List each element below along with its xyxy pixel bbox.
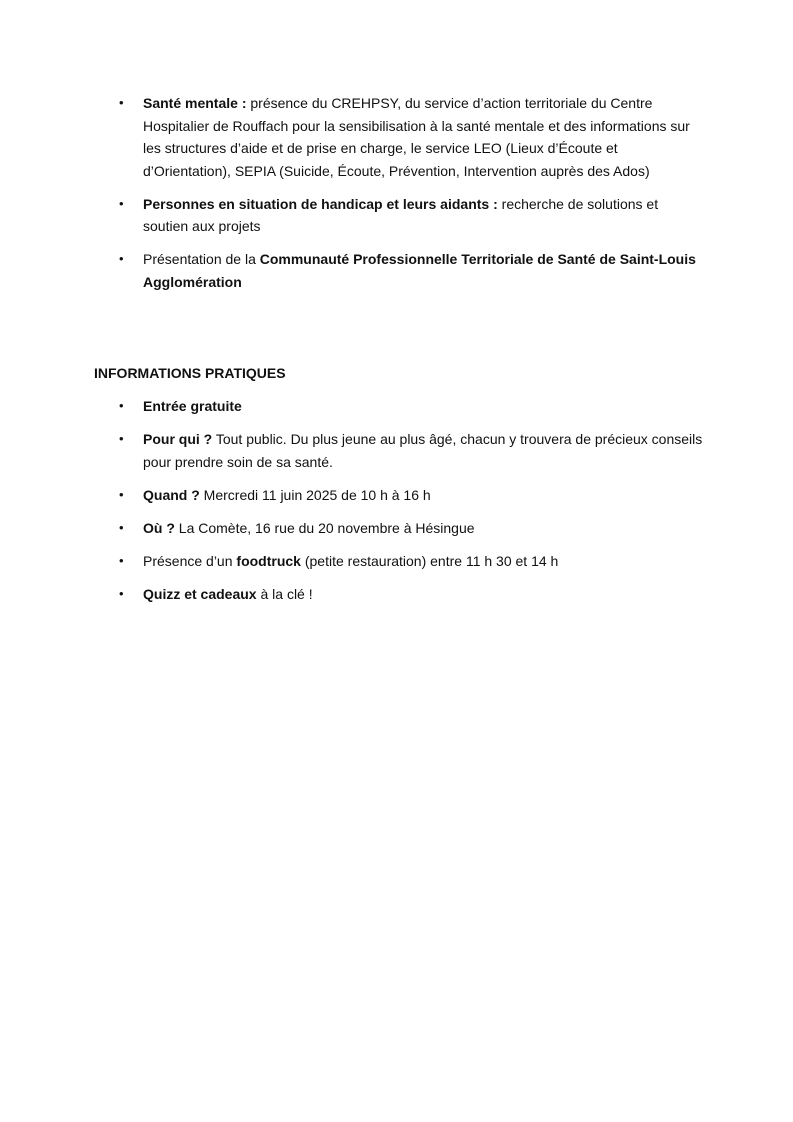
list-item-pour-qui xyxy=(143,428,703,473)
list-item-quizz xyxy=(143,583,703,606)
item-text: recherche de solutions et soutien aux projets xyxy=(143,195,659,234)
item-bold: Quand ? xyxy=(143,486,200,503)
item-bold: Santé mentale : xyxy=(143,95,247,111)
item-bold: Personnes en situation de handicap et leurs aidants : xyxy=(143,195,498,212)
list-item-ou xyxy=(143,517,703,540)
item-text: présence du CREHPSY, du service d’action territoriale du Centre Hospitalier de Rouffach pour la sensibilisation à la santé mentale et des informations sur les structures d’aide et de prise en charge, le service LEO (Lieux d’Écoute et d’Orientation), SEPIA (Suicide, Écoute, Prévention, Intervention auprès des Ados) xyxy=(143,95,690,179)
item-prefix: Présence d’un xyxy=(143,552,237,569)
list-item-quand xyxy=(143,484,703,507)
list-item-cpts xyxy=(143,248,703,293)
health-services-list xyxy=(143,92,703,304)
list-item-sante-mentale xyxy=(143,92,703,182)
item-text: Mercredi 11 juin 2025 de 10 h à 16 h xyxy=(199,486,431,503)
item-prefix: Présentation de la xyxy=(143,251,260,267)
item-text: Tout public. Du plus jeune au plus âgé, chacun y trouvera de précieux conseils pour prendre soin de sa santé. xyxy=(143,431,703,470)
item-text: La Comète, 16 rue du 20 novembre à Hésingue xyxy=(174,519,475,536)
list-item-handicap xyxy=(143,193,703,238)
item-text: (petite restauration) entre 11 h 30 et 14 h xyxy=(300,552,559,569)
item-text: à la clé ! xyxy=(256,585,313,602)
practical-info-list xyxy=(143,395,703,616)
item-bold: Pour qui ? xyxy=(143,431,213,447)
item-bold: Communauté Professionnelle Territoriale de Santé de Saint-Louis Agglomération xyxy=(143,251,696,290)
section-heading: INFORMATIONS PRATIQUES xyxy=(94,365,286,381)
item-bold: Où ? xyxy=(143,519,175,536)
item-bold: Quizz et cadeaux xyxy=(143,585,257,602)
item-bold: foodtruck xyxy=(236,552,301,569)
list-item-entree xyxy=(143,395,703,418)
item-bold: Entrée gratuite xyxy=(143,398,242,414)
list-item-foodtruck xyxy=(143,550,703,573)
